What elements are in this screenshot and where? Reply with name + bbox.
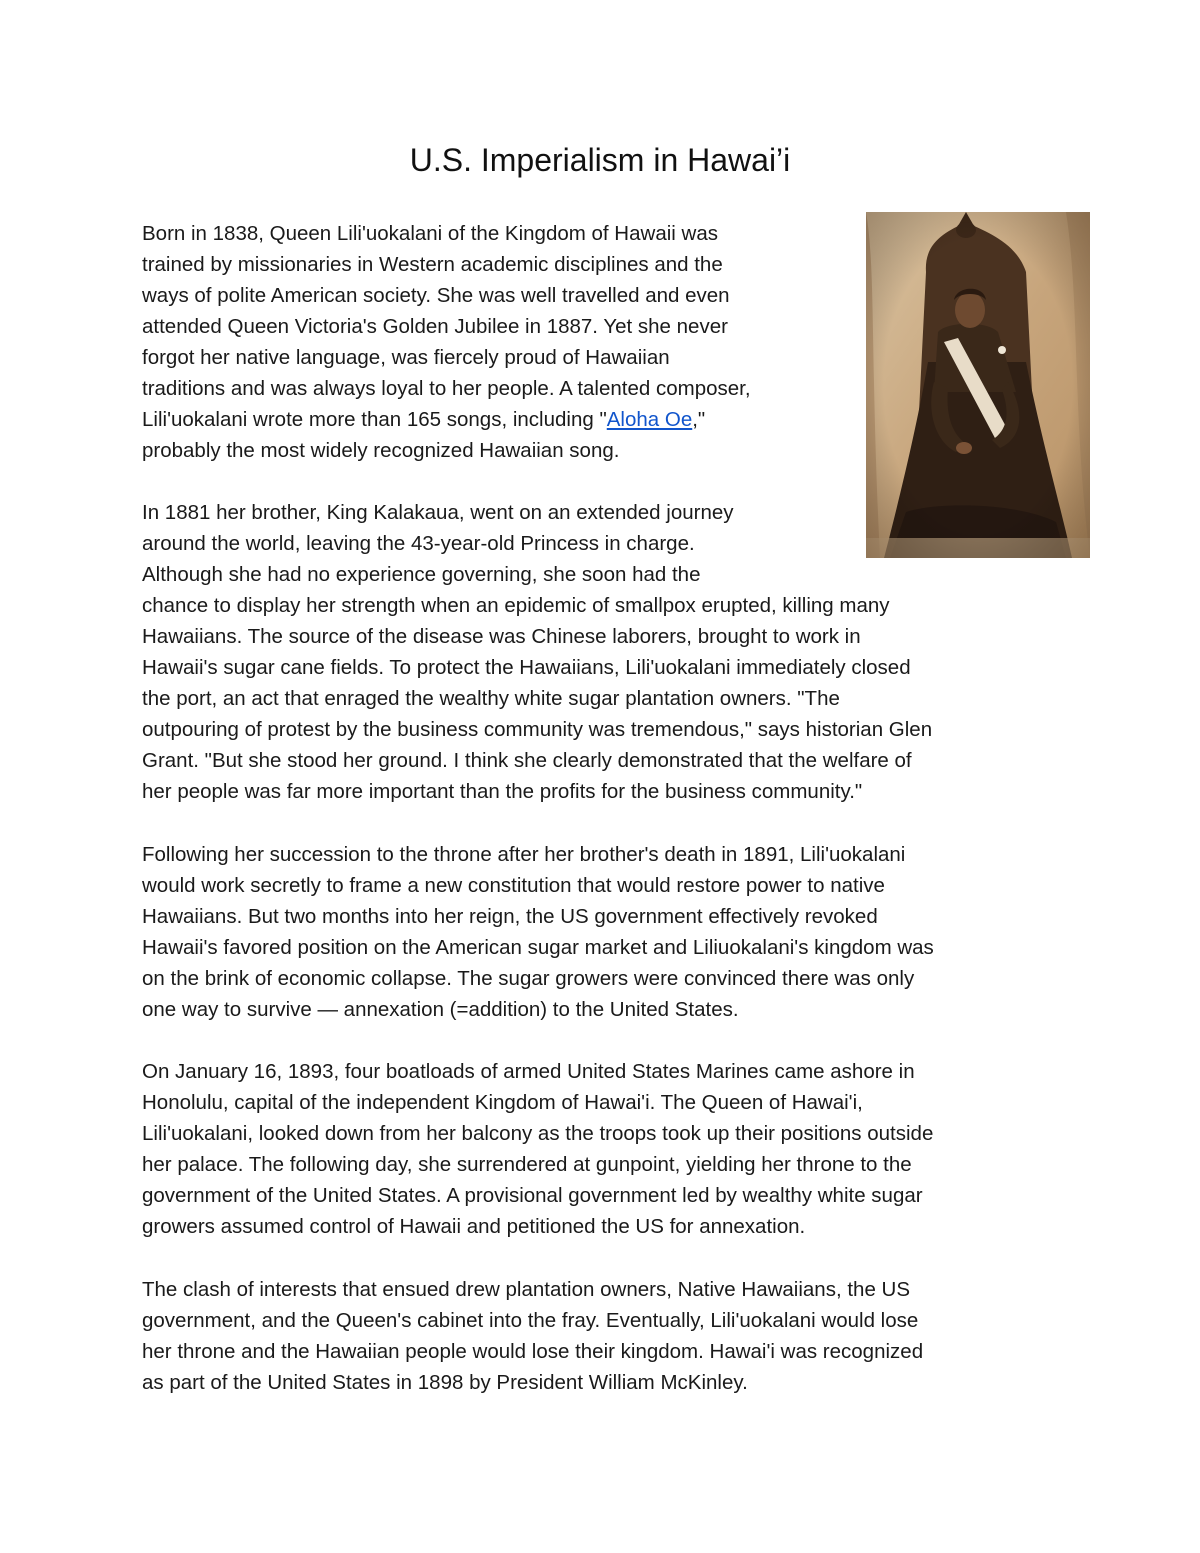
text-line: her throne and the Hawaiian people would lose their kingdom. Hawai'i was recognized — [142, 1340, 924, 1363]
paragraph-3 — [142, 839, 934, 1025]
text-line: around the world, leaving the 43-year-old Princess in charge. — [142, 532, 695, 555]
text-line-with-link — [142, 404, 751, 435]
text-fragment: Lili'uokalani wrote more than 165 songs, including " — [142, 408, 607, 431]
text-line: Following her succession to the throne after her brother's death in 1891, Lili'uokalani — [142, 843, 906, 866]
text-line: growers assumed control of Hawaii and petitioned the US for annexation. — [142, 1215, 806, 1238]
text-line: government, and the Queen's cabinet into the fray. Eventually, Lili'uokalani would lose — [142, 1309, 919, 1332]
text-fragment: ," — [692, 408, 706, 431]
text-line: Hawaii's sugar cane fields. To protect the Hawaiians, Lili'uokalani immediately closed — [142, 656, 911, 679]
text-line: on the brink of economic collapse. The sugar growers were convinced there was only — [142, 967, 915, 990]
text-line: Lili'uokalani, looked down from her balcony as the troops took up their positions outside — [142, 1122, 934, 1145]
paragraph-5 — [142, 1274, 923, 1398]
text-line: In 1881 her brother, King Kalakaua, went on an extended journey — [142, 501, 734, 524]
text-line: Honolulu, capital of the independent Kingdom of Hawai'i. The Queen of Hawai'i, — [142, 1091, 863, 1114]
text-line: Hawaiians. The source of the disease was Chinese laborers, brought to work in — [142, 625, 861, 648]
text-line: the port, an act that enraged the wealthy white sugar plantation owners. "The — [142, 687, 840, 710]
text-line: government of the United States. A provisional government led by wealthy white sugar — [142, 1184, 923, 1207]
paragraph-2 — [142, 497, 932, 807]
text-line: one way to survive — annexation (=addition) to the United States. — [142, 998, 739, 1021]
text-line: would work secretly to frame a new constitution that would restore power to native — [142, 874, 885, 897]
text-line: On January 16, 1893, four boatloads of armed United States Marines came ashore in — [142, 1060, 915, 1083]
text-line: forgot her native language, was fiercely proud of Hawaiian — [142, 346, 670, 369]
text-line: chance to display her strength when an epidemic of smallpox erupted, killing many — [142, 594, 890, 617]
text-line: her palace. The following day, she surrendered at gunpoint, yielding her throne to the — [142, 1153, 912, 1176]
text-line: Hawaii's favored position on the American sugar market and Liliuokalani's kingdom was — [142, 936, 934, 959]
text-line: probably the most widely recognized Hawaiian song. — [142, 439, 620, 462]
text-line: Grant. "But she stood her ground. I think she clearly demonstrated that the welfare of — [142, 749, 912, 772]
text-line: Hawaiians. But two months into her reign, the US government effectively revoked — [142, 905, 878, 928]
text-line: ways of polite American society. She was well travelled and even — [142, 284, 730, 307]
text-line: Although she had no experience governing, she soon had the — [142, 563, 701, 586]
text-line: traditions and was always loyal to her people. A talented composer, — [142, 377, 751, 400]
document-title: U.S. Imperialism in Hawai’i — [409, 142, 791, 178]
text-line: as part of the United States in 1898 by President William McKinley. — [142, 1371, 748, 1394]
text-line: The clash of interests that ensued drew plantation owners, Native Hawaiians, the US — [142, 1278, 911, 1301]
text-line: her people was far more important than the profits for the business community." — [142, 780, 863, 803]
text-line: trained by missionaries in Western academic disciplines and the — [142, 253, 723, 276]
paragraph-1 — [142, 218, 751, 466]
text-line: Born in 1838, Queen Lili'uokalani of the Kingdom of Hawaii was — [142, 222, 718, 245]
aloha-oe-link[interactable]: Aloha Oe — [606, 408, 693, 431]
paragraph-4 — [142, 1056, 933, 1242]
text-line: outpouring of protest by the business community was tremendous," says historian Glen — [142, 718, 933, 741]
text-line: attended Queen Victoria's Golden Jubilee in 1887. Yet she never — [142, 315, 728, 338]
